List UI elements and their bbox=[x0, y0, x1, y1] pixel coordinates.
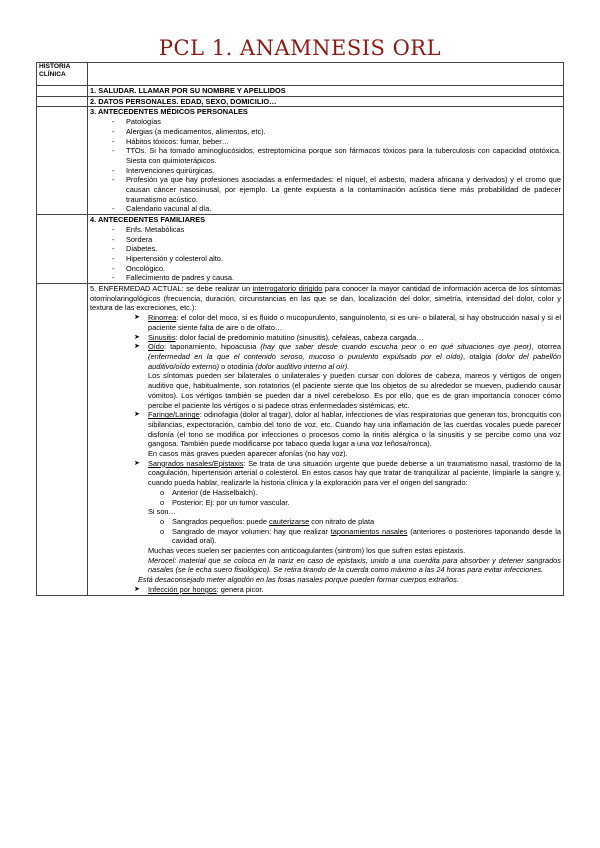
symptom-rinorrea bbox=[90, 313, 561, 332]
table-row bbox=[37, 96, 564, 107]
origin-list bbox=[90, 488, 561, 507]
desc: , otalgia bbox=[462, 351, 496, 361]
arrow-bullet-icon: ➤ bbox=[134, 343, 140, 351]
term: Merocel bbox=[148, 555, 175, 565]
list-item bbox=[90, 517, 561, 527]
arrow-bullet-icon: ➤ bbox=[134, 585, 140, 593]
si-son: Si son… bbox=[148, 507, 176, 517]
list-item: - Hipertensión y colesterol alto. bbox=[90, 254, 561, 264]
desc: o otodinia bbox=[219, 361, 256, 371]
symptom-hongos bbox=[90, 585, 561, 595]
list-item: o Posterior: Ej: por un tumor vascular. bbox=[90, 498, 561, 508]
term: Oído bbox=[148, 342, 165, 352]
table-label-cell-empty bbox=[37, 215, 88, 284]
table-label-cell: HISTORIA CLÍNICA bbox=[37, 63, 88, 86]
intro-text: 5. ENFERMEDAD ACTUAL: se debe realizar un bbox=[90, 284, 253, 294]
arrow-bullet-icon: ➤ bbox=[134, 333, 140, 341]
list-item: - Fallecimiento de padres y causa. bbox=[90, 273, 561, 283]
section-4-header: 4. ANTECEDENTES FAMILIARES bbox=[90, 215, 206, 225]
desc: con nitrato de plata bbox=[309, 516, 375, 526]
list-item: - Alergias (a medicamentos, alimentos, etc). bbox=[90, 127, 561, 137]
term: taponamientos nasales bbox=[330, 526, 408, 536]
page-title: PCL 1. ANAMNESIS ORL bbox=[158, 36, 442, 60]
desc: : taponamiento, hipoacusia bbox=[164, 342, 261, 352]
symptom-sangrado bbox=[90, 459, 561, 488]
symptom-list bbox=[90, 313, 561, 488]
list-item: - Hábitos tóxicos: fumar, beber… bbox=[90, 137, 561, 147]
desc: : material que se coloca en la nariz en caso de epistaxis, unido a una cuerdita para absorber y detener sangrados nasales (se le echa suero fisiológico). Se retira tirando de la cuerda como máximo a las 24 horas para evitar infecciones. bbox=[148, 555, 561, 575]
paragraph: En casos más graves pueden aparecer afonías (no hay voz). bbox=[148, 449, 348, 459]
intro-text-2: para conocer la mayor cantidad de información acerca de los síntomas otorrinolaringológicos (frecuencia, duración, circunstancias en las que se dan, localización del dolor, simetría, intensidad del dolor, color y textura de las excreciones, etc.): bbox=[90, 284, 562, 313]
table-row bbox=[37, 107, 564, 215]
symptom-oido bbox=[90, 342, 561, 410]
list-item: - Sordera bbox=[90, 235, 561, 245]
arrow-bullet-icon: ➤ bbox=[134, 314, 140, 322]
anamnesis-table bbox=[36, 62, 564, 596]
desc: : Se trata de una situación urgente que puede deberse a un traumatismo nasal, trastorno de la coagulación, hipertensión arterial o colesterol. En estos casos hay que tratar de tranquilizar al paciente, limpiarle la sangre y, cuando pueda hablar, realizarle la historia clínica y la exploración para ver el origen del sangrado: bbox=[148, 458, 562, 488]
desc-italic: (hay que saber desde cuando escucha peor o en qué situaciones oye peor) bbox=[260, 342, 532, 352]
table-label-cell-empty bbox=[37, 284, 88, 596]
section-3 bbox=[88, 107, 564, 215]
table-label-cell-empty bbox=[37, 86, 88, 97]
desc: : dolor facial de predominio matutino (sinusitis), cefaleas, cabeza cargada… bbox=[175, 332, 424, 342]
section-3-list bbox=[90, 117, 561, 214]
symptom-faringe bbox=[90, 410, 561, 459]
symptom-list-2 bbox=[90, 585, 561, 595]
table-label-cell-empty bbox=[37, 96, 88, 107]
section-5-intro bbox=[90, 284, 561, 313]
term: Sinusitis bbox=[148, 332, 176, 342]
desc: : genera picor. bbox=[216, 584, 264, 594]
list-item: - Enfs. Metabólicas bbox=[90, 225, 561, 235]
list-item: o Anterior (de Hasselbalch). bbox=[90, 488, 561, 498]
desc-italic: (dolor del pabellón auditivo/oído externo) bbox=[148, 351, 561, 371]
term: cauterizarse bbox=[268, 516, 310, 526]
bleeding-list bbox=[90, 517, 561, 546]
section-4 bbox=[88, 215, 564, 284]
term: Rinorrea bbox=[148, 313, 177, 323]
list-item: - Patologías bbox=[90, 117, 561, 127]
term: Faringe/Laringe bbox=[148, 410, 200, 420]
list-item bbox=[90, 527, 561, 546]
section-1: 1. SALUDAR. LLAMAR POR SU NOMBRE Y APELLIDOS bbox=[88, 86, 564, 97]
term: Infección por hongos bbox=[148, 584, 217, 594]
arrow-bullet-icon: ➤ bbox=[134, 459, 140, 467]
symptom-sinusitis bbox=[90, 333, 561, 343]
table-row bbox=[37, 284, 564, 596]
anticoag-note: Muchas veces suelen ser pacientes con anticoagulantes (sintrom) los que sufren estas epistaxis. bbox=[148, 546, 466, 556]
list-item: - Calendario vacunal al día. bbox=[90, 204, 561, 214]
list-item: - Diabetes. bbox=[90, 244, 561, 254]
desc: Sangrado de mayor volumen: hay que realizar bbox=[172, 526, 331, 536]
desc-italic: (dolor auditivo interno al oír). bbox=[255, 361, 350, 371]
table-row bbox=[37, 63, 564, 86]
desc: : odinofagia (dolor al tragar), dolor al hablar, infecciones de vías respiratorias que generan tos, broncquitis con sibilancias, expectoración, cambio del tono de voz, etc. Cuando hay una inflamación de las cuerdas vocales puede parecer disfonía (el tono se modifica por infecciones o procesos como la rinitis alérgica o la sinusitis y se percibe como una voz gangosa. También puede modificarse por tabaco queda lugar a una voz leñosa/ronca). bbox=[148, 410, 561, 449]
intro-underlined: interrogatorio dirigido bbox=[252, 284, 323, 294]
list-item: - TTOs. Si ha tomado aminoglucósidos, estreptomicina porque son fármacos tóxicos para la tuberculosis con capacidad ototóxica. Siesta con quimioterápicos. bbox=[90, 146, 561, 165]
desc: : el color del moco, si es fluido o mucopurulento, sanguinolento, si es uni- o bilateral, si hay obstrucción nasal y si el paciente siente falta de aire o de olfato… bbox=[148, 313, 561, 332]
desc: (anteriores o posteriores taponando desde la cavidad oral). bbox=[172, 526, 561, 546]
arrow-bullet-icon: ➤ bbox=[134, 411, 140, 419]
table-row bbox=[37, 215, 564, 284]
list-item: - Intervenciones quirúrgicas. bbox=[90, 166, 561, 176]
term: Sangrados nasales/Epistaxis bbox=[148, 458, 244, 468]
table-label-cell-empty bbox=[37, 107, 88, 215]
desc: , otorrea bbox=[531, 342, 561, 352]
section-4-list bbox=[90, 225, 561, 283]
desc-italic: (enfermedad en la que el contenido seroso, mucoso o purulento expulsado por el oído) bbox=[148, 351, 463, 361]
list-item: - Oncológico. bbox=[90, 264, 561, 274]
list-item: - Profesión ya que hay profesiones asociadas a enfermedades: el níquel, el asbesto, madera africana y derivados) y el cromo que causan cáncer nasosinusal, por ejemplo. La gente expuesta a la contaminación acústica tiene más probabilidad de padecer traumatismo acústico. bbox=[90, 175, 561, 204]
merocel-note bbox=[90, 556, 561, 575]
table-empty-cell bbox=[88, 63, 564, 86]
section-2: 2. DATOS PERSONALES. EDAD, SEXO, DOMICILIO… bbox=[88, 96, 564, 107]
table-row bbox=[37, 86, 564, 97]
algodon-note: Está desaconsejado meter algodón en las fosas nasales porque pueden formar cuerpos extraños. bbox=[138, 575, 459, 585]
section-5 bbox=[88, 284, 564, 596]
paragraph: Los síntomas pueden ser bilaterales o unilaterales y pueden cursar con dolores de cabeza, mareos y vértigos de origen auditivo que, habitualmente, son rotatorios (el paciente siente que los objetos de su alrededor se mueven, pudiendo causar vómitos). Los vértigos también se pueden dar a nivel cerebeloso. Es por ello, que es de gran importancia conocer cómo percibe el paciente los vértigos o si padece otras enfermedades sistémicas, etc. bbox=[148, 371, 561, 410]
desc: Sangrados pequeños: puede bbox=[172, 516, 269, 526]
section-3-header: 3. ANTECEDENTES MÉDICOS PERSONALES bbox=[90, 107, 248, 117]
